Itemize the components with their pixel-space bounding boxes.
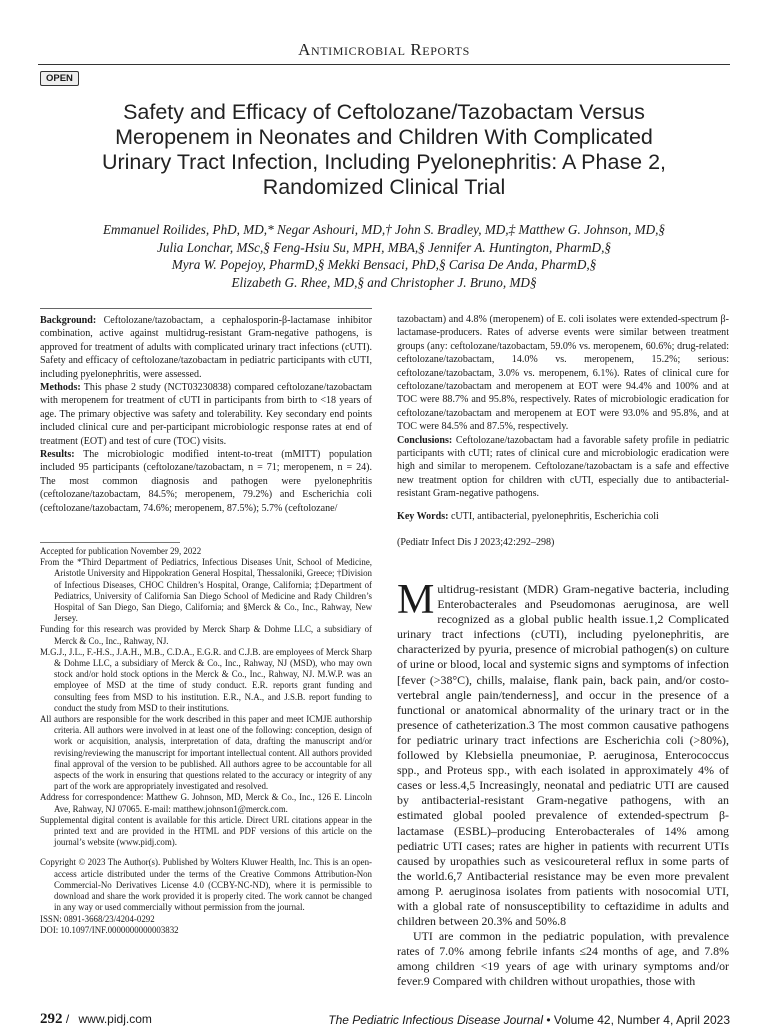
title-line: Safety and Efficacy of Ceftolozane/Tazobactam Versus bbox=[123, 100, 645, 124]
body-text bbox=[397, 577, 729, 990]
keywords bbox=[397, 510, 729, 523]
conclusions-text: Ceftolozane/tazobactam had a favorable safety profile in pediatric participants with cUTI; rates of clinical cure and microbiologic eradication were high and similar to meropenem. Ceftolozane/tazobactam is a safe and effective new treatment option for children with cUTI, especially due to antibacterial-resistant Gram-negative pathogens. bbox=[397, 434, 730, 500]
results-label: Results: bbox=[40, 449, 75, 461]
accepted-date: Accepted for publication November 29, 2022 bbox=[40, 546, 202, 556]
paragraph-text: ultidrug-resistant (MDR) Gram-negative bacteria, including Enterobacterales and Pseudomonas aeruginosa, are well recognized as a global public health issue.1,2 Complicated urinary tract infections (cUTI), including pyelonephritis, are characterized by pyuria, presence of microbial pathogen(s) on culture of urine or blood, local and systemic signs and symptoms of infection [fever (>38°C), chills, malaise, flank pain, back pain, and/or costo-vertebral angle pain/tenderness], and occur in the presence of a functional or anatomical abnormality of the urinary tract or in the presence of catheterization.3 The most common causative pathogens for pediatric urinary tract infections are Escherichia coli (>80%), followed by Klebsiella pneumoniae, P. aeruginosa, Enterococcus spp., and Proteus spp., with each isolated in approximately 4% of cases or less.4,5 Increasingly, neonatal and pediatric UTI are caused by antibacterial-resistant Gram-negative pathogens, with an estimated global pooled prevalence of extended-spectrum β-lactamase (ESBL)–producing Enterobacterales of 14% among pediatric UTI cases; rates are higher in patients with recurrent UTIs caused by uropathies such as vesicoureteral reflux in some parts of the world.6,7 Antibacterial resistance may be even more prevalent among P. aeruginosa isolates from patients with nosocomial UTI, with a global rate of nonsusceptibility to ceftazidime in adults and children between 20.3% and 50%.8 bbox=[397, 582, 729, 929]
issn: ISSN: 0891-3668/23/4204-0292 bbox=[40, 913, 155, 924]
body-paragraph: UTI are common in the pediatric population, with prevalence rates of 7.0% among febrile infants ≤24 months of age, and 7.8% among children <19 years of age with urinary symptoms and/or fever.9 Compared with children without uropathies, those with bbox=[397, 929, 729, 989]
journal-issue-info bbox=[328, 1013, 730, 1027]
abstract-methods bbox=[40, 381, 372, 448]
disclosures: M.G.J., J.L., F.-H.S., J.A.H., M.B., C.D.A., E.G.R. and C.J.B. are employees of Merck Sharp & Dohme LLC, a subsidiary of Merck & Co., Inc., Rahway, NJ (MSD), who may own stock and/or hold stock options in the Merck & Co., Inc., Rahway, NJ. M.W.P. was an employee of MSD at the time of study conduct. E.R. reports grant funding and consulting fees from MSD to his institution. E.R., N.A., and J.S.B. report funding to conduct the study from MSD to their institutions. bbox=[40, 646, 372, 713]
footer-separator: / bbox=[65, 1012, 73, 1026]
keywords-label: Key Words: bbox=[397, 510, 449, 522]
section-heading: Antimicrobial Reports bbox=[298, 40, 470, 59]
funding-note: Funding for this research was provided by Merck Sharp & Dohme LLC, a subsidiary of Merck & Co., Inc., Rahway, NJ. bbox=[40, 624, 372, 646]
background-label: Background: bbox=[40, 315, 97, 326]
results-text: The microbiologic modified intent-to-treat (mMITT) population included 95 participants (ceftolozane/tazobactam, n = 71; meropenem, n = 24). The most common diagnosis and pathogen were pyelonephritis (ceftolozane/tazobactam, 84.5%; meropenem, 79.2%) and Escherichia coli (ceftolozane/tazobactam, 74.6%; meropenem, 87.5%); 5.7% (ceftolozane/ bbox=[40, 449, 372, 514]
footnote-rule bbox=[40, 542, 180, 543]
title-line: Urinary Tract Infection, Including Pyelonephritis: A Phase 2, bbox=[101, 150, 667, 174]
author-line: Elizabeth G. Rhee, MD,§ and Christopher J. Bruno, MD§ bbox=[231, 274, 537, 290]
abstract-conclusions bbox=[397, 434, 729, 501]
methods-text: This phase 2 study (NCT03230838) compared ceftolozane/tazobactam with meropenem for treatment of cUTI in participants from birth to <18 years of age. The primary objective was safety and tolerability. Key secondary end points included clinical cure and per-participant microbiologic response rates at end of treatment (EOT) and test of cure (TOC) visits. bbox=[40, 382, 372, 447]
methods-label: Methods: bbox=[40, 382, 81, 394]
author-list bbox=[38, 221, 730, 291]
header-rule bbox=[38, 64, 730, 65]
drop-cap: M bbox=[397, 577, 435, 623]
author-line: Emmanuel Roilides, PhD, MD,* Negar Ashouri, MD,† John S. Bradley, MD,‡ Matthew G. Johnson, MD,§ bbox=[103, 222, 665, 237]
abstract-results-continued: tazobactam) and 4.8% (meropenem) of E. coli isolates were extended-spectrum β-lactamase-producers. Rates of adverse events were similar between treatment groups (any: ceftolozane/tazobactam, 59.0% vs. meropenem, 60.6%; drug-related: ceftolozane/tazobactam, 14.0% vs. meropenem, 15.2%; serious: ceftolozane/tazobactam, 3.0% vs. meropenem, 6.1%). Rates of clinical cure for ceftolozane/tazobactam and meropenem at EOT were 94.4% and 100% and at TOC were 88.7% and 95.8%, respectively. Rates of microbiologic eradication for ceftolozane/tazobactam and meropenem at EOT were 93.0% and 95.8%, and at TOC were 84.5% and 87.5%, respectively. bbox=[397, 314, 729, 433]
background-text: Ceftolozane/tazobactam, a cephalosporin-β-lactamase inhibitor combination, active against multidrug-resistant Gram-negative pathogens, is approved for treatment of adults with complicated urinary tract infections (cUTI). Safety and efficacy of ceftolozane/tazobactam in pediatric participants with cUTI, including pyelonephritis, were assessed. bbox=[40, 315, 372, 380]
affiliations: From the *Third Department of Pediatrics, Infectious Diseases Unit, School of Medicine, Aristotle University and Hippokration General Hospital, Thessaloniki, Greece; †Division of Infectious Diseases, CHOC Children’s Hospital, Orange, California; ‡Department of Pediatrics, University of California San Diego School of Medicine and Rady Children’s Hospital of San Diego, San Diego, California; and §Merck & Co., Inc., Rahway, New Jersey. bbox=[40, 557, 372, 624]
author-line: Julia Lonchar, MSc,§ Feng-Hsiu Su, MPH, MBA,§ Jennifer A. Huntington, PharmD,§ bbox=[157, 239, 611, 255]
journal-website-link[interactable]: www.pidj.com bbox=[78, 1012, 152, 1026]
abstract-background bbox=[40, 314, 372, 381]
issue-details: Volume 42, Number 4, April 2023 bbox=[553, 1013, 730, 1027]
open-access-badge: OPEN bbox=[40, 71, 79, 86]
page-number: 292 bbox=[40, 1011, 63, 1027]
conclusions-label: Conclusions: bbox=[397, 434, 453, 446]
title-line: Randomized Clinical Trial bbox=[262, 175, 506, 199]
body-paragraph bbox=[397, 577, 729, 929]
authorship-statement: All authors are responsible for the work described in this paper and meet ICMJE authorship criteria. All authors were involved in at least one of the following: conception, design of work or acquisition, analysis, interpretation of data, drafting the manuscript and/or revising/reviewing the manuscript for important intellectual content. All authors provided final approval of the version to be published. All authors agree to be accountable for all aspects of the work in ensuring that questions related to the accuracy or integrity of any part of the work are appropriately investigated and resolved. bbox=[40, 714, 372, 792]
abstract-left-column bbox=[40, 308, 372, 515]
keywords-text: cUTI, antibacterial, pyelonephritis, Escherichia coli bbox=[450, 510, 659, 522]
abstract-right-column bbox=[397, 313, 729, 550]
author-line: Myra W. Popejoy, PharmD,§ Mekki Bensaci, PhD,§ Carisa De Anda, PharmD,§ bbox=[171, 257, 597, 273]
doi: DOI: 10.1097/INF.0000000000003832 bbox=[40, 924, 179, 935]
journal-citation: (Pediatr Infect Dis J 2023;42:292–298) bbox=[397, 537, 555, 549]
correspondence-address: Address for correspondence: Matthew G. Johnson, MD, Merck & Co., Inc., 126 E. Lincoln Ave, Rahway, NJ 07065. E-mail: matthew.johnson1@merck.com. bbox=[40, 792, 372, 814]
copyright-license: Copyright © 2023 The Author(s). Published by Wolters Kluwer Health, Inc. This is an open-access article distributed under the terms of the Creative Commons Attribution-Non Commercial-No Derivatives License 4.0 (CCBY-NC-ND), where it is permissible to download and share the work provided it is properly cited. The work cannot be changed in any way or used commercially without permission from the journal. bbox=[40, 857, 372, 913]
abstract-results bbox=[40, 448, 372, 515]
footer-bullet: • bbox=[543, 1013, 554, 1027]
article-notes bbox=[40, 546, 372, 936]
page-footer bbox=[40, 1011, 730, 1028]
journal-name: The Pediatric Infectious Disease Journal bbox=[328, 1013, 544, 1027]
article-title bbox=[38, 100, 730, 200]
title-line: Meropenem in Neonates and Children With Complicated bbox=[115, 125, 653, 149]
supplemental-note: Supplemental digital content is available for this article. Direct URL citations appear in the printed text and are provided in the HTML and PDF versions of this article on the journal’s website (www.pidj.com). bbox=[40, 814, 372, 848]
